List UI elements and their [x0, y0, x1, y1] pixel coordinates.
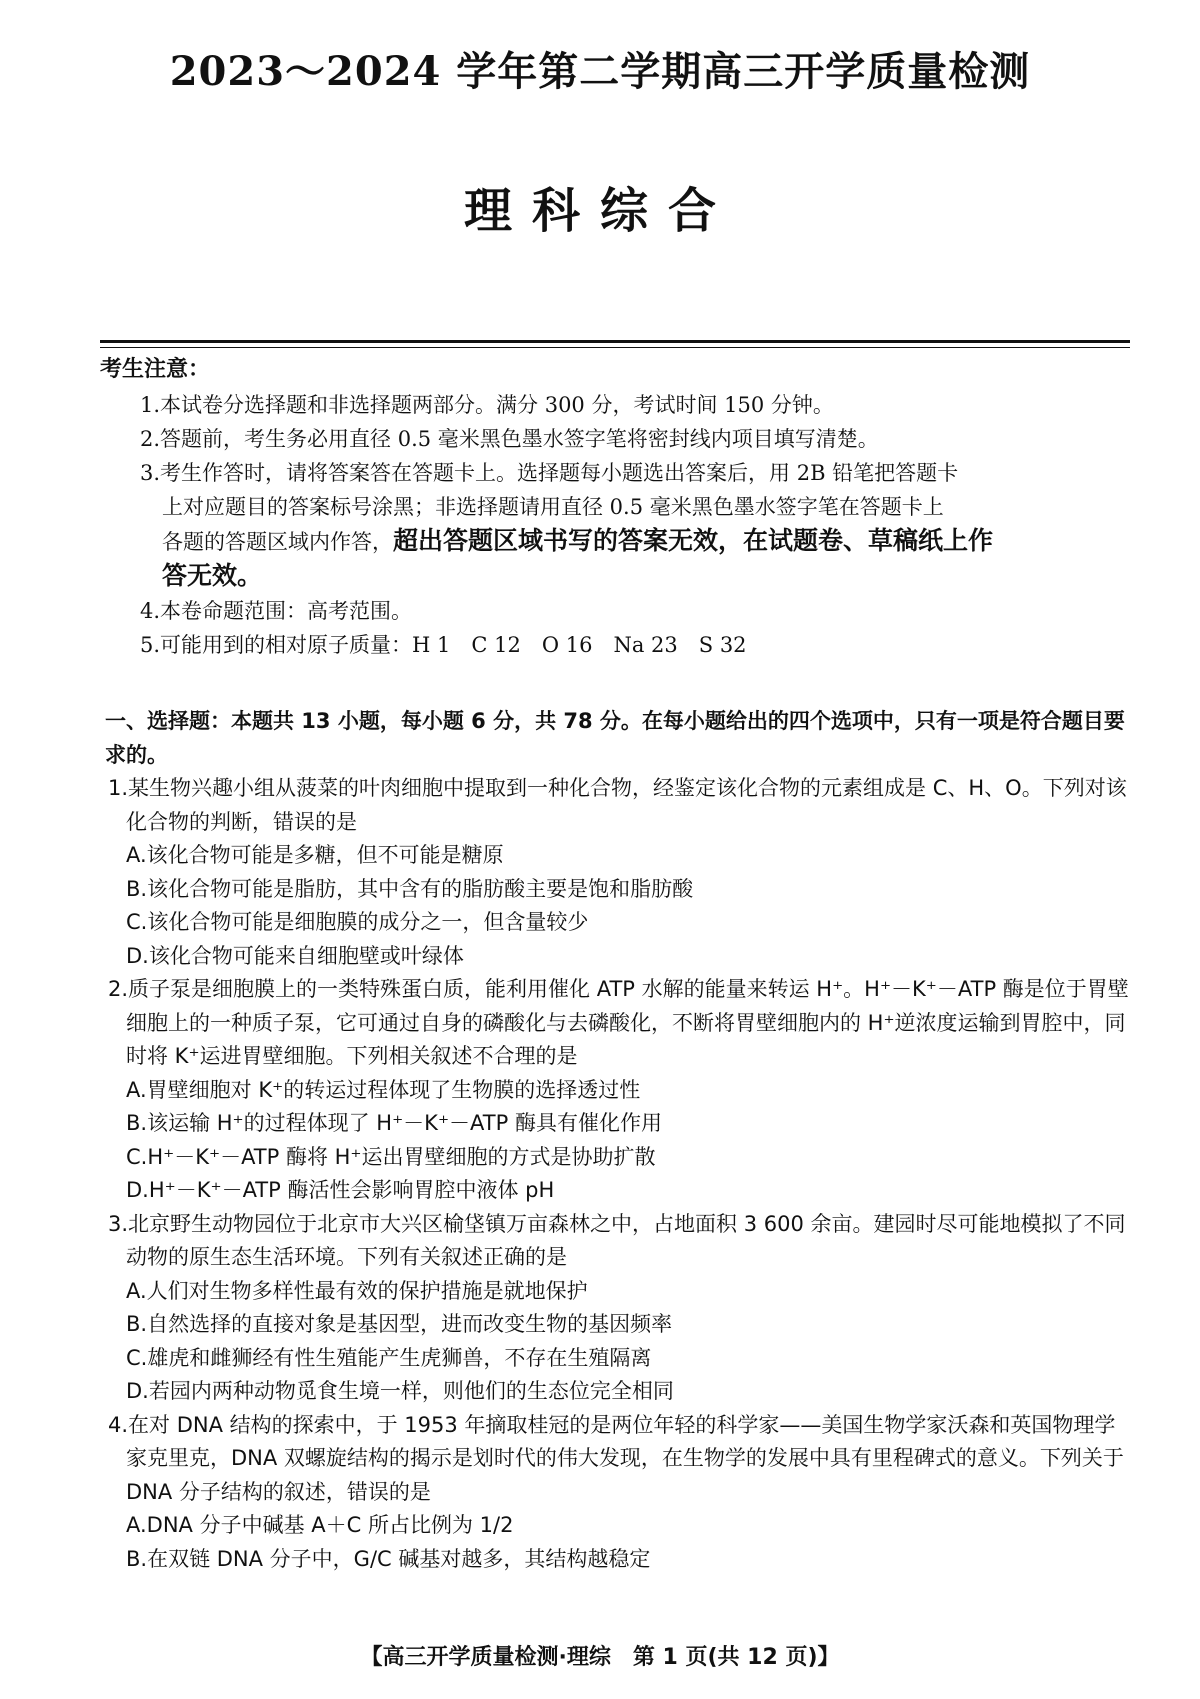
question-4 [108, 1409, 1133, 1577]
option-a: A.该化合物可能是多糖，但不可能是糖原 [126, 843, 504, 867]
notice-item-3-emphasis: 超出答题区域书写的答案无效，在试题卷、草稿纸上作 [393, 526, 994, 555]
notice-item-5: 5.可能用到的相对原子质量：H 1 C 12 O 16 Na 23 S 32 [140, 633, 747, 657]
question-1 [108, 772, 1133, 973]
exam-title: 2023～2024 学年第二学期高三开学质量检测 [169, 48, 1031, 95]
divider-thin [100, 347, 1130, 348]
section-heading: 一、选择题：本题共 13 小题，每小题 6 分，共 78 分。在每小题给出的四个选项中，只有一项是符合题目要求的。 [105, 709, 1125, 767]
option-d: D.H⁺－K⁺－ATP 酶活性会影响胃腔中液体 pH [126, 1178, 555, 1202]
notice-item-3-text: 各题的答题区域内作答， [162, 530, 393, 554]
question-list [108, 772, 1133, 1576]
notice-item-2: 2.答题前，考生务必用直径 0.5 毫米黑色墨水签字笔将密封线内项目填写清楚。 [140, 427, 879, 451]
option-b: B.该运输 H⁺的过程体现了 H⁺－K⁺－ATP 酶具有催化作用 [126, 1111, 662, 1135]
option-d: D.若园内两种动物觅食生境一样，则他们的生态位完全相同 [126, 1379, 674, 1403]
question-3 [108, 1208, 1133, 1409]
option-c: C.雄虎和雌狮经有性生殖能产生虎狮兽，不存在生殖隔离 [126, 1345, 652, 1370]
question-stem: 1.某生物兴趣小组从菠菜的叶肉细胞中提取到一种化合物，经鉴定该化合物的元素组成是 C、H、O。下列对该化合物的判断，错误的是 [108, 776, 1127, 834]
notice-item-3-cont-1: 上对应题目的答案标号涂黑；非选择题请用直径 0.5 毫米黑色墨水签字笔在答题卡上 [162, 495, 944, 519]
option-a: A.人们对生物多样性最有效的保护措施是就地保护 [126, 1278, 588, 1303]
notice-item-1: 1.本试卷分选择题和非选择题两部分。满分 300 分，考试时间 150 分钟。 [140, 393, 834, 417]
question-2 [108, 973, 1133, 1208]
notice-item-3-emphasis-end: 答无效。 [162, 561, 263, 590]
question-stem: 2.质子泵是细胞膜上的一类特殊蛋白质，能利用催化 ATP 水解的能量来转运 H⁺。H⁺－K⁺－ATP 酶是位于胃壁细胞上的一种质子泵，它可通过自身的磷酸化与去磷酸化，不断将胃壁细胞内的 H⁺逆浓度运输到胃腔中，同时将 K⁺运进胃壁细胞。下列相关叙述不合理的是 [108, 977, 1129, 1068]
option-b: B.该化合物可能是脂肪，其中含有的脂肪酸主要是饱和脂肪酸 [126, 876, 694, 901]
divider-thick [100, 340, 1130, 343]
notice-item-3-cont-2 [140, 524, 1130, 559]
exam-subject: 理科综合 [463, 183, 736, 239]
notice-item-3-cont-3 [140, 559, 1130, 594]
page-footer: 【高三开学质量检测·理综 第 1 页(共 12 页)】 [360, 1645, 840, 1670]
option-a: A.DNA 分子中碱基 A＋C 所占比例为 1/2 [126, 1513, 514, 1537]
question-stem: 4.在对 DNA 结构的探索中，于 1953 年摘取桂冠的是两位年轻的科学家——美国生物学家沃森和英国物理学家克里克，DNA 双螺旋结构的揭示是划时代的伟大发现，在生物学的发展中具有里程碑式的意义。下列关于 DNA 分子结构的叙述，错误的是 [108, 1412, 1124, 1504]
question-stem: 3.北京野生动物园位于北京市大兴区榆垡镇万亩森林之中，占地面积 3 600 余亩。建园时尽可能地模拟了不同动物的原生态生活环境。下列有关叙述正确的是 [108, 1211, 1126, 1269]
option-b: B.自然选择的直接对象是基因型，进而改变生物的基因频率 [126, 1312, 673, 1336]
option-b: B.在双链 DNA 分子中，G/C 碱基对越多，其结构越稳定 [126, 1546, 651, 1571]
notice-item-4: 4.本卷命题范围：高考范围。 [140, 599, 413, 623]
notice-heading: 考生注意： [100, 356, 211, 382]
notice-list [140, 388, 1130, 662]
option-c: C.该化合物可能是细胞膜的成分之一，但含量较少 [126, 910, 589, 934]
option-c: C.H⁺－K⁺－ATP 酶将 H⁺运出胃壁细胞的方式是协助扩散 [126, 1144, 656, 1169]
notice-item-3: 3.考生作答时，请将答案答在答题卡上。选择题每小题选出答案后，用 2B 铅笔把答题卡 [140, 461, 959, 485]
option-d: D.该化合物可能来自细胞壁或叶绿体 [126, 943, 464, 968]
option-a: A.胃壁细胞对 K⁺的转运过程体现了生物膜的选择透过性 [126, 1077, 641, 1102]
